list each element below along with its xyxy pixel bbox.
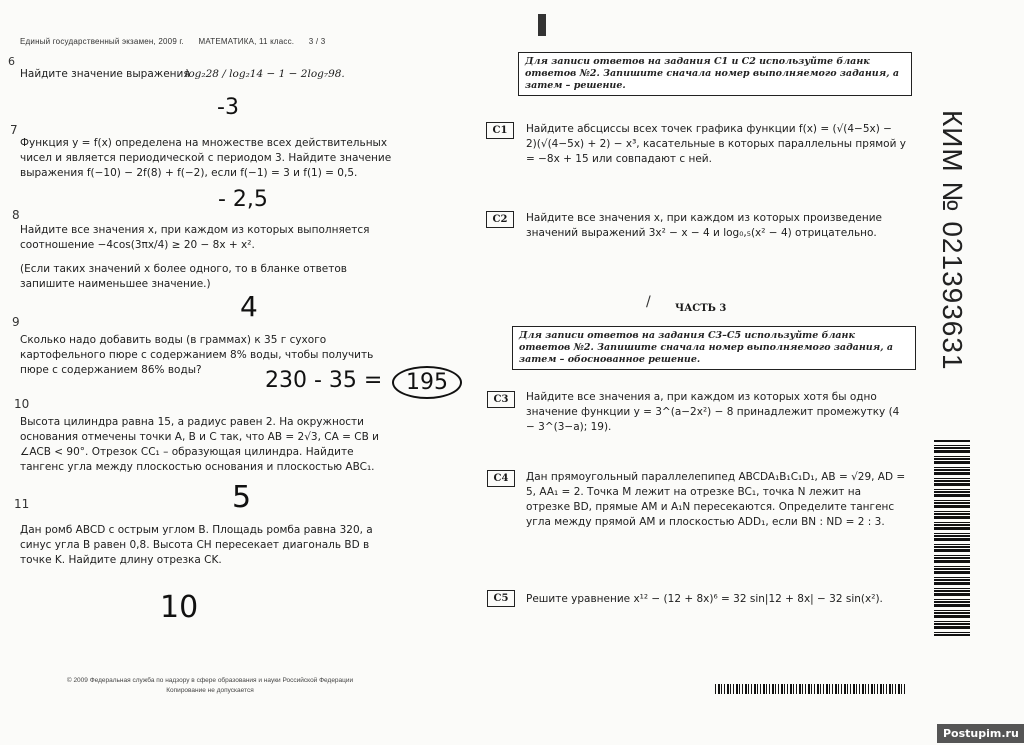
watermark: Postupim.ru <box>937 724 1024 743</box>
task-11-text: Дан ромб ABCD с острым углом B. Площадь ромба равна 320, а синус угла B равен 0,8. Высота CH пересекает диагональ BD в точке K. Найдите длину отрезка CK. <box>20 524 373 566</box>
task-c1-text: Найдите абсциссы всех точек графика функции f(x) = (√(4−5x) − 2)(√(4−5x) + 2) − x³, касательные в которых параллельны прямой y = −8x + 15 или совпадают с ней. <box>526 123 906 165</box>
task-number: 7 <box>10 123 18 137</box>
handwritten-answer: - 2,5 <box>218 187 268 212</box>
task-8-note: (Если таких значений x более одного, то в бланке ответов запишите наименьшее значение.) <box>20 263 347 290</box>
notice-c3-c5: Для записи ответов на задания С3–С5 используйте бланк ответов №2. Запишите сначала номер выполняемого задания, а затем – обоснованное решение. <box>512 326 916 370</box>
scan-mark <box>538 14 546 36</box>
task-c3-text: Найдите все значения a, при каждом из которых хотя бы одно значение функции y = 3^(a−2x²) − 8 принадлежит промежутку (4 − 3^(3−a); 19). <box>526 391 900 433</box>
task-label-c5: C5 <box>487 590 515 607</box>
task-label-c1: C1 <box>486 122 514 139</box>
task-7-text: Функция y = f(x) определена на множестве всех действительных чисел и является периодической с периодом 3. Найдите значение выражения f(−10) − 2f(8) + f(−2), если f(−1) = 3 и f(1) = 0,5. <box>20 137 392 179</box>
task-number: 9 <box>12 315 20 329</box>
handwritten-answer: 195 <box>392 366 462 399</box>
footer-copyright: © 2009 Федеральная служба по надзору в сфере образования и науки Российской Федерации <box>66 677 354 684</box>
handwritten-calc: 230 - 35 = <box>265 368 383 393</box>
exam-title: Единый государственный экзамен, 2009 г. <box>20 37 184 46</box>
task-number: 11 <box>14 497 30 511</box>
footer <box>50 676 370 696</box>
task-c5-text: Решите уравнение x¹² − (12 + 8x)⁶ = 32 sin|12 + 8x| − 32 sin(x²). <box>526 593 883 605</box>
kim-number: КИМ № 021393631 <box>937 110 968 371</box>
task-label-c2: C2 <box>486 211 514 228</box>
part-3-title: ЧАСТЬ 3 <box>675 303 727 314</box>
task-label-c4: C4 <box>487 470 515 487</box>
exam-header <box>20 37 325 46</box>
task-c4-text: Дан прямоугольный параллелепипед ABCDA₁B₁C₁D₁, AB = √29, AD = 5, AA₁ = 2. Точка M лежит на отрезке BC₁, точка N лежит на отрезке BD, прямые AM и A₁N пересекаются. Определите тангенс угла между прямой AM и плоскостью ADD₁, если BN : ND = 2 : 3. <box>526 471 906 528</box>
handwritten-answer: -3 <box>217 95 239 120</box>
task-8-text: Найдите все значения x, при каждом из которых выполняется соотношение −4cos(3πx/4) ≥ 20 − 8x + x². <box>20 224 370 251</box>
task-number: 8 <box>12 208 20 222</box>
barcode-horizontal <box>715 684 905 694</box>
footer-notice: Копирование не допускается <box>166 687 254 694</box>
task-number: 10 <box>14 397 30 411</box>
pen-mark: / <box>646 294 651 310</box>
task-c2-text: Найдите все значения x, при каждом из которых произведение значений выражений 3x² − x − 4 и log₀,₅(x² − 4) отрицательно. <box>526 212 882 239</box>
task-9-text: Сколько надо добавить воды (в граммах) к 35 г сухого картофельного пюре с содержанием 8% воды, чтобы получить пюре с содержанием 86% воды? <box>20 334 374 376</box>
task-label-c3: C3 <box>487 391 515 408</box>
handwritten-answer: 10 <box>160 590 199 625</box>
task-6-text: Найдите значение выражения <box>20 68 190 80</box>
task-6-formula: log₂28 / log₂14 − 1 − 2log₇98. <box>185 68 345 80</box>
handwritten-answer: 5 <box>232 480 252 515</box>
barcode-vertical <box>934 440 970 636</box>
exam-subject: МАТЕМАТИКА, 11 класс. <box>198 37 295 46</box>
task-10-text: Высота цилиндра равна 15, а радиус равен 2. На окружности основания отмечены точки A, B и C так, что AB = 2√3, CA = CB и ∠ACB < 90°. Отрезок CC₁ – образующая цилиндра. Найдите тангенс угла между плоскостью основания и плоскостью ABC₁. <box>20 416 379 473</box>
task-number: 6 <box>8 55 15 68</box>
page-number: 3 / 3 <box>308 37 326 46</box>
handwritten-answer: 4 <box>240 290 258 323</box>
notice-c1-c2: Для записи ответов на задания С1 и С2 используйте бланк ответов №2. Запишите сначала номер выполняемого задания, а затем – решение. <box>518 52 912 96</box>
